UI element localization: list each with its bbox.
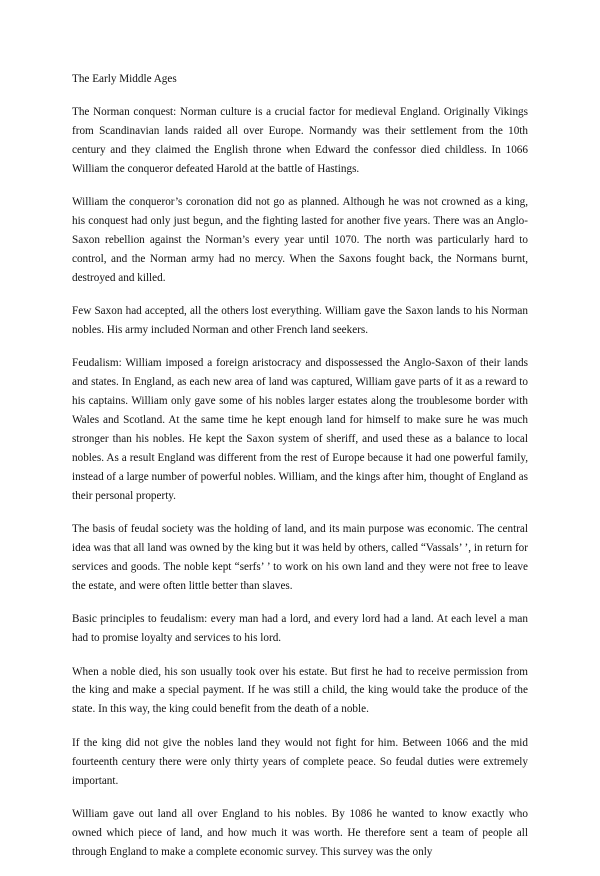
paragraph-coronation: William the conqueror’s coronation did not go as planned. Although he was not crowned as a king, his conquest had only just begun, and the fighting lasted for another five years. There was an Anglo-Saxon rebellion against the Norman’s every year until 1070. The north was particularly hard to control, and the Norman army had no mercy. When the Saxons fought back, the Normans burnt, destroyed and killed. [72,196,528,284]
document-title: The Early Middle Ages [72,73,177,85]
paragraph-basic-principles: Basic principles to feudalism: every man had a lord, and every lord had a land. At each level a man had to promise loyalty and services to his lord. [72,613,528,645]
paragraph-survey: William gave out land all over England to his nobles. By 1086 he wanted to know exactly who owned which piece of land, and how much it was worth. He therefore sent a team of people all through England to make a complete economic survey. This survey was the only [72,808,528,858]
paragraph-feudal-society: The basis of feudal society was the holding of land, and its main purpose was economic. The central idea was that all land was owned by the king but it was held by others, called “Vassals’ ’, in return for services and goods. The noble kept “serfs’ ’ to work on his own land and they were not free to leave the estate, and were often little better than slaves. [72,523,528,592]
paragraph-feudal-duties: If the king did not give the nobles land they would not fight for him. Between 1066 and the mid fourteenth century there were only thirty years of complete peace. So feudal duties were extremely important. [72,736,528,787]
paragraph-feudalism: Feudalism: William imposed a foreign aristocracy and dispossessed the Anglo-Saxon of their lands and states. In England, as each new area of land was captured, William gave parts of it as a reward to his captains. William only gave some of his nobles larger estates along the troublesome border with Wales and Scotland. At the same time he kept enough land for himself to make sure he was much stronger than his nobles. He kept the Saxon system of sheriff, and used these as a balance to local nobles. As a result England was different from the rest of Europe because it had one powerful family, instead of a large number of powerful nobles. William, and the kings after him, thought of England as their personal property. [72,357,528,502]
paragraph-norman-conquest: The Norman conquest: Norman culture is a crucial factor for medieval England. Originally Vikings from Scandinavian lands raided all over Europe. Normandy was their settlement from the 10th century and they claimed the English throne when Edward the confessor died childless. In 1066 William the conqueror defeated Harold at the battle of Hastings. [72,105,528,175]
document-body [72,70,528,876]
paragraph-inheritance: When a noble died, his son usually took over his estate. But first he had to receive permission from the king and make a special payment. If he was still a child, the king would take the produce of the state. In this way, the king could benefit from the death of a noble. [72,665,528,716]
paragraph-saxon-lands: Few Saxon had accepted, all the others lost everything. William gave the Saxon lands to his Norman nobles. His army included Norman and other French land seekers. [72,305,528,336]
